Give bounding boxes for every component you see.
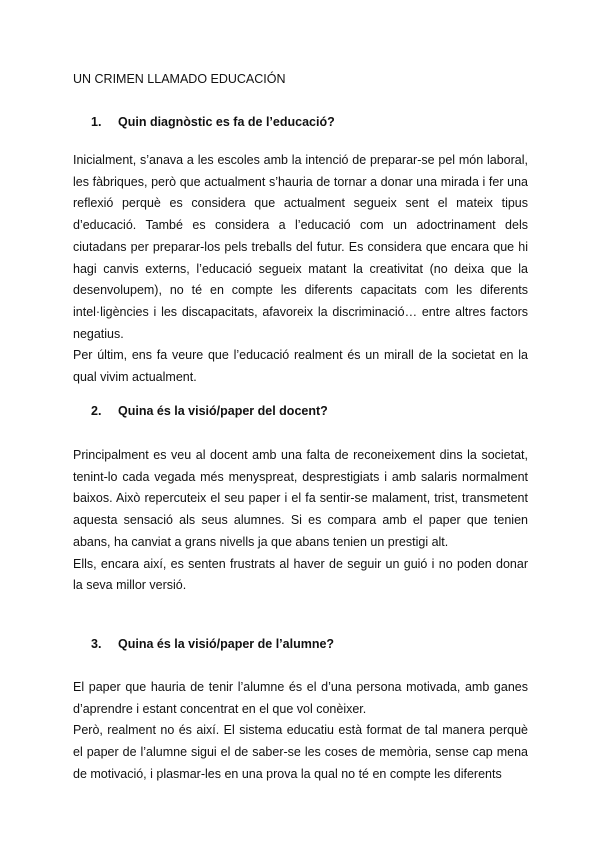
- section-1-number: 1.: [91, 115, 102, 129]
- section-3-body: [73, 677, 528, 786]
- section-1-heading-text: Quin diagnòstic es fa de l’educació?: [118, 115, 335, 129]
- section-2-body: [73, 445, 528, 597]
- section-3-heading-text: Quina és la visió/paper de l’alumne?: [118, 637, 335, 651]
- document-title: UN CRIMEN LLAMADO EDUCACIÓN: [73, 72, 286, 86]
- section-3-paragraph-2: Però, realment no és així. El sistema educatiu està format de tal manera perquè el paper de l’alumne sigui el de saber-se les coses de memòria, sense cap mena de motivació, i plasmar-les en una prova la qual no té en compte les diferents: [73, 723, 528, 781]
- section-1-body: [73, 150, 528, 389]
- section-2-paragraph-1: Principalment es veu al docent amb una falta de reconeixement dins la societat, tenint-lo cada vegada més menyspreat, desprestigiats i amb salaris normalment baixos. Això repercuteix el seu paper i el fa sentir-se malament, trist, transmetent aquesta sensació als seus alumnes. Si es compara amb el paper que tenien abans, ha canviat a grans nivells ja que abans tenien un prestigi alt.: [73, 448, 528, 549]
- section-1-heading: [91, 111, 531, 133]
- section-3-paragraph-1: El paper que hauria de tenir l’alumne és el d’una persona motivada, amb ganes d’aprendre i estant concentrat en el que vol conèixer.: [73, 680, 528, 716]
- section-2-number: 2.: [91, 404, 102, 418]
- section-1-paragraph-1: Inicialment, s’anava a les escoles amb la intenció de preparar-se pel món laboral, les fàbriques, però que actualment s’hauria de tornar a donar una mirada i fer una reflexió perquè es considera que actualment segueix sent el mateix tipus d’educació. També es considera a l’educació com un adoctrinament dels ciutadans per preparar-los pels treballs del futur. Es considera que encara que hi hagi canvis externs, l’educació segueix matant la creativitat (no deixa que la desenvolupem), no té en compte les diferents capacitats com les diferents intel·ligències i les discapacitats, afavoreix la discriminació… entre altres factors negatius.: [73, 153, 528, 341]
- section-2-heading-text: Quina és la visió/paper del docent?: [118, 404, 328, 418]
- section-2-paragraph-2: Ells, encara així, es senten frustrats al haver de seguir un guió i no poden donar la seva millor versió.: [73, 556, 528, 593]
- section-2-heading: [91, 400, 531, 422]
- section-3-heading: [91, 633, 531, 655]
- section-1-paragraph-2: Per últim, ens fa veure que l’educació realment és un mirall de la societat en la qual vivim actualment.: [73, 348, 528, 385]
- section-3-number: 3.: [91, 637, 102, 651]
